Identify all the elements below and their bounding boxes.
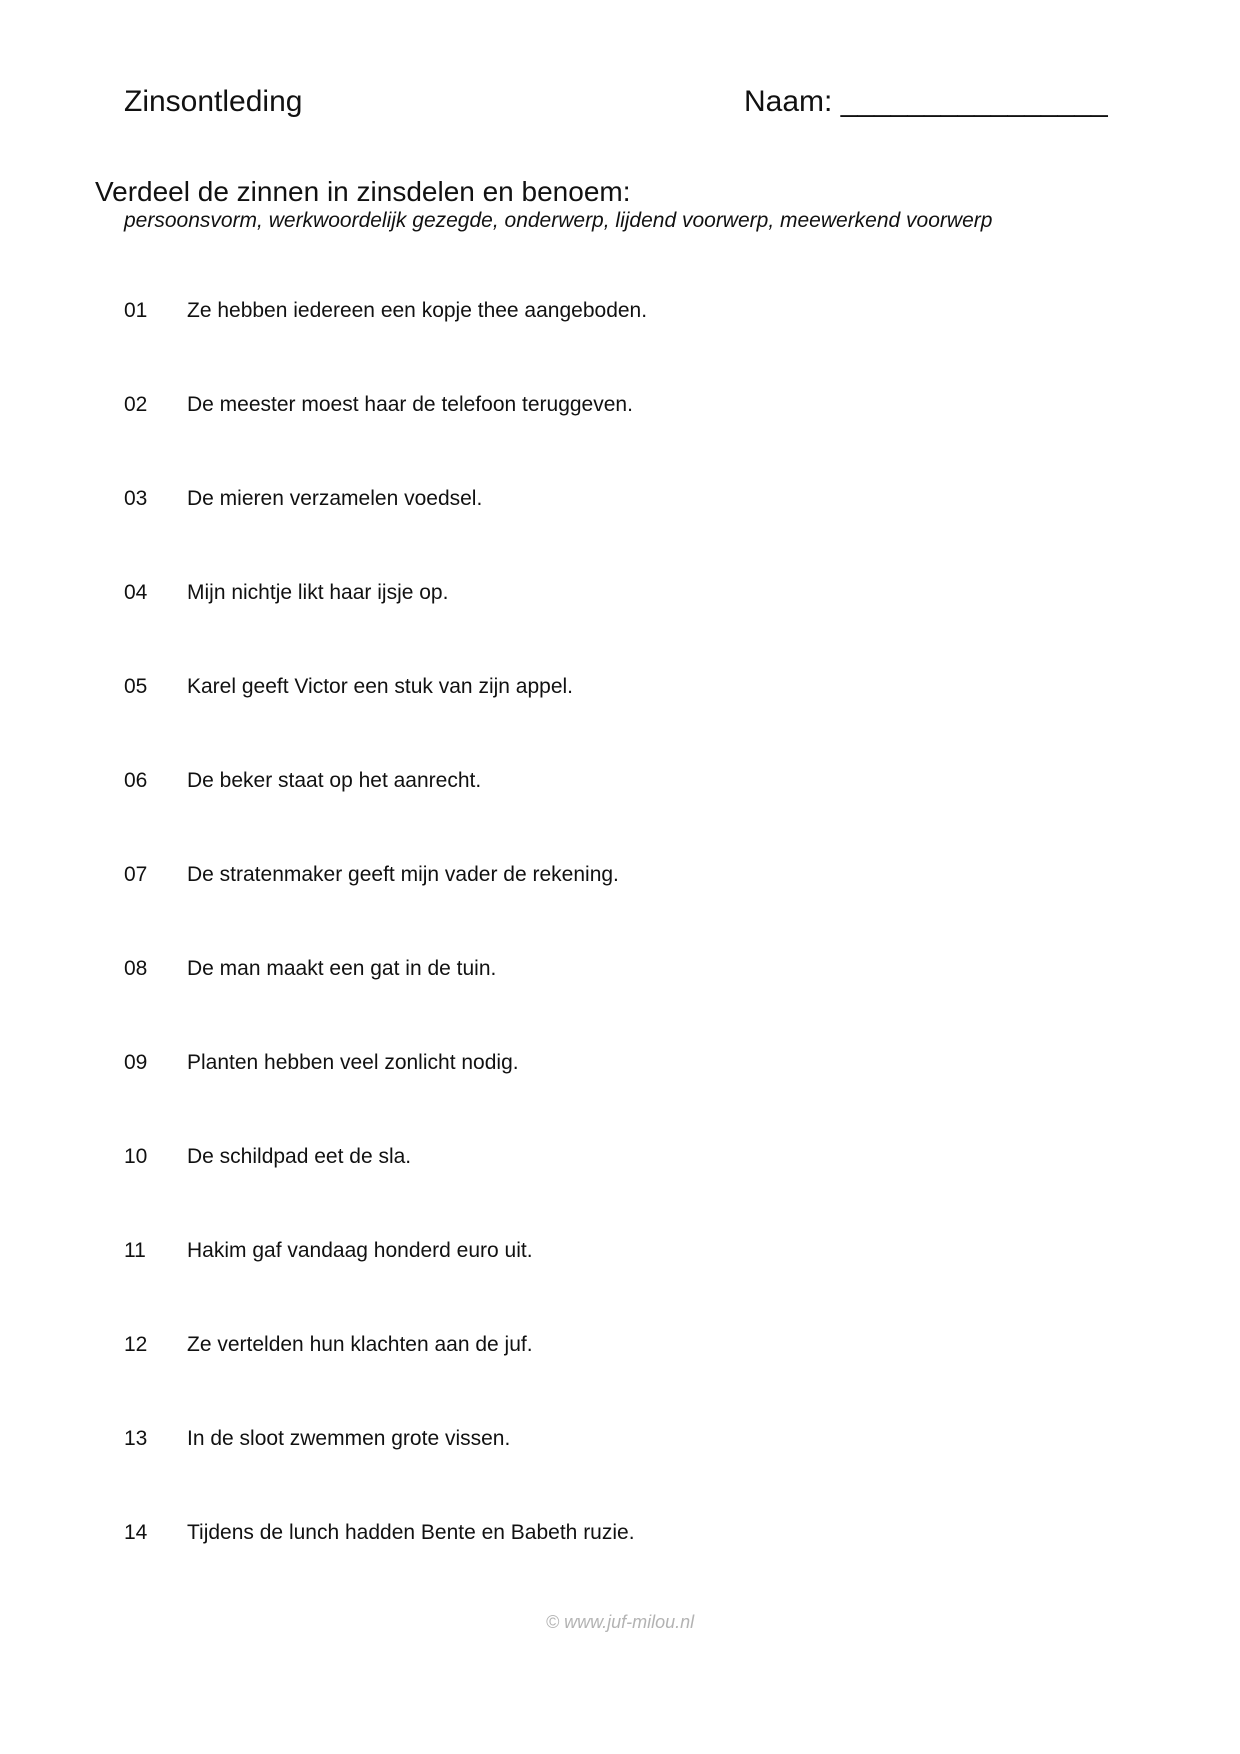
sentence-item xyxy=(0,1236,1240,1266)
sentence-item xyxy=(0,1518,1240,1548)
sentence-number: 06 xyxy=(124,769,148,792)
sentence-item xyxy=(0,1424,1240,1454)
sentence-item xyxy=(0,1330,1240,1360)
sentence-text: Karel geeft Victor een stuk van zijn appel. xyxy=(187,675,574,698)
name-field: Naam: ________________ xyxy=(744,85,1108,118)
sentence-number: 08 xyxy=(124,957,148,980)
instruction-terms: persoonsvorm, werkwoordelijk gezegde, onderwerp, lijdend voorwerp, meewerkend voorwerp xyxy=(124,209,993,232)
sentence-text: De stratenmaker geeft mijn vader de rekening. xyxy=(187,863,619,886)
sentence-text: Planten hebben veel zonlicht nodig. xyxy=(187,1051,519,1074)
sentence-text: Hakim gaf vandaag honderd euro uit. xyxy=(187,1239,533,1262)
sentence-text: De meester moest haar de telefoon teruggeven. xyxy=(187,393,633,416)
sentence-text: De man maakt een gat in de tuin. xyxy=(187,957,497,980)
sentence-number: 03 xyxy=(124,487,148,510)
sentence-number: 02 xyxy=(124,393,148,416)
sentence-text: Ze hebben iedereen een kopje thee aangeboden. xyxy=(187,299,648,322)
sentence-text: De schildpad eet de sla. xyxy=(187,1145,412,1168)
sentence-item xyxy=(0,1142,1240,1172)
sentence-item xyxy=(0,954,1240,984)
copyright-footer: © www.juf-milou.nl xyxy=(545,1612,695,1632)
sentence-text: Tijdens de lunch hadden Bente en Babeth ruzie. xyxy=(187,1521,635,1544)
sentence-number: 11 xyxy=(124,1239,146,1262)
sentence-item xyxy=(0,672,1240,702)
sentence-number: 13 xyxy=(124,1427,148,1450)
sentence-item xyxy=(0,296,1240,326)
sentence-text: Mijn nichtje likt haar ijsje op. xyxy=(187,581,449,604)
sentence-item xyxy=(0,390,1240,420)
sentence-number: 07 xyxy=(124,863,148,886)
sentence-text: In de sloot zwemmen grote vissen. xyxy=(187,1427,511,1450)
sentence-number: 01 xyxy=(124,299,148,322)
worksheet-title: Zinsontleding xyxy=(124,85,303,118)
sentence-item xyxy=(0,1048,1240,1078)
sentence-item xyxy=(0,484,1240,514)
sentence-number: 05 xyxy=(124,675,148,698)
sentence-item xyxy=(0,578,1240,608)
sentence-number: 12 xyxy=(124,1333,148,1356)
sentence-text: Ze vertelden hun klachten aan de juf. xyxy=(187,1333,533,1356)
sentence-number: 14 xyxy=(124,1521,148,1544)
sentence-item xyxy=(0,766,1240,796)
sentence-text: De beker staat op het aanrecht. xyxy=(187,769,482,792)
sentence-text: De mieren verzamelen voedsel. xyxy=(187,487,483,510)
sentence-number: 04 xyxy=(124,581,148,604)
sentence-number: 10 xyxy=(124,1145,148,1168)
instruction-main: Verdeel de zinnen in zinsdelen en benoem: xyxy=(95,176,631,207)
sentence-number: 09 xyxy=(124,1051,148,1074)
sentence-item xyxy=(0,860,1240,890)
